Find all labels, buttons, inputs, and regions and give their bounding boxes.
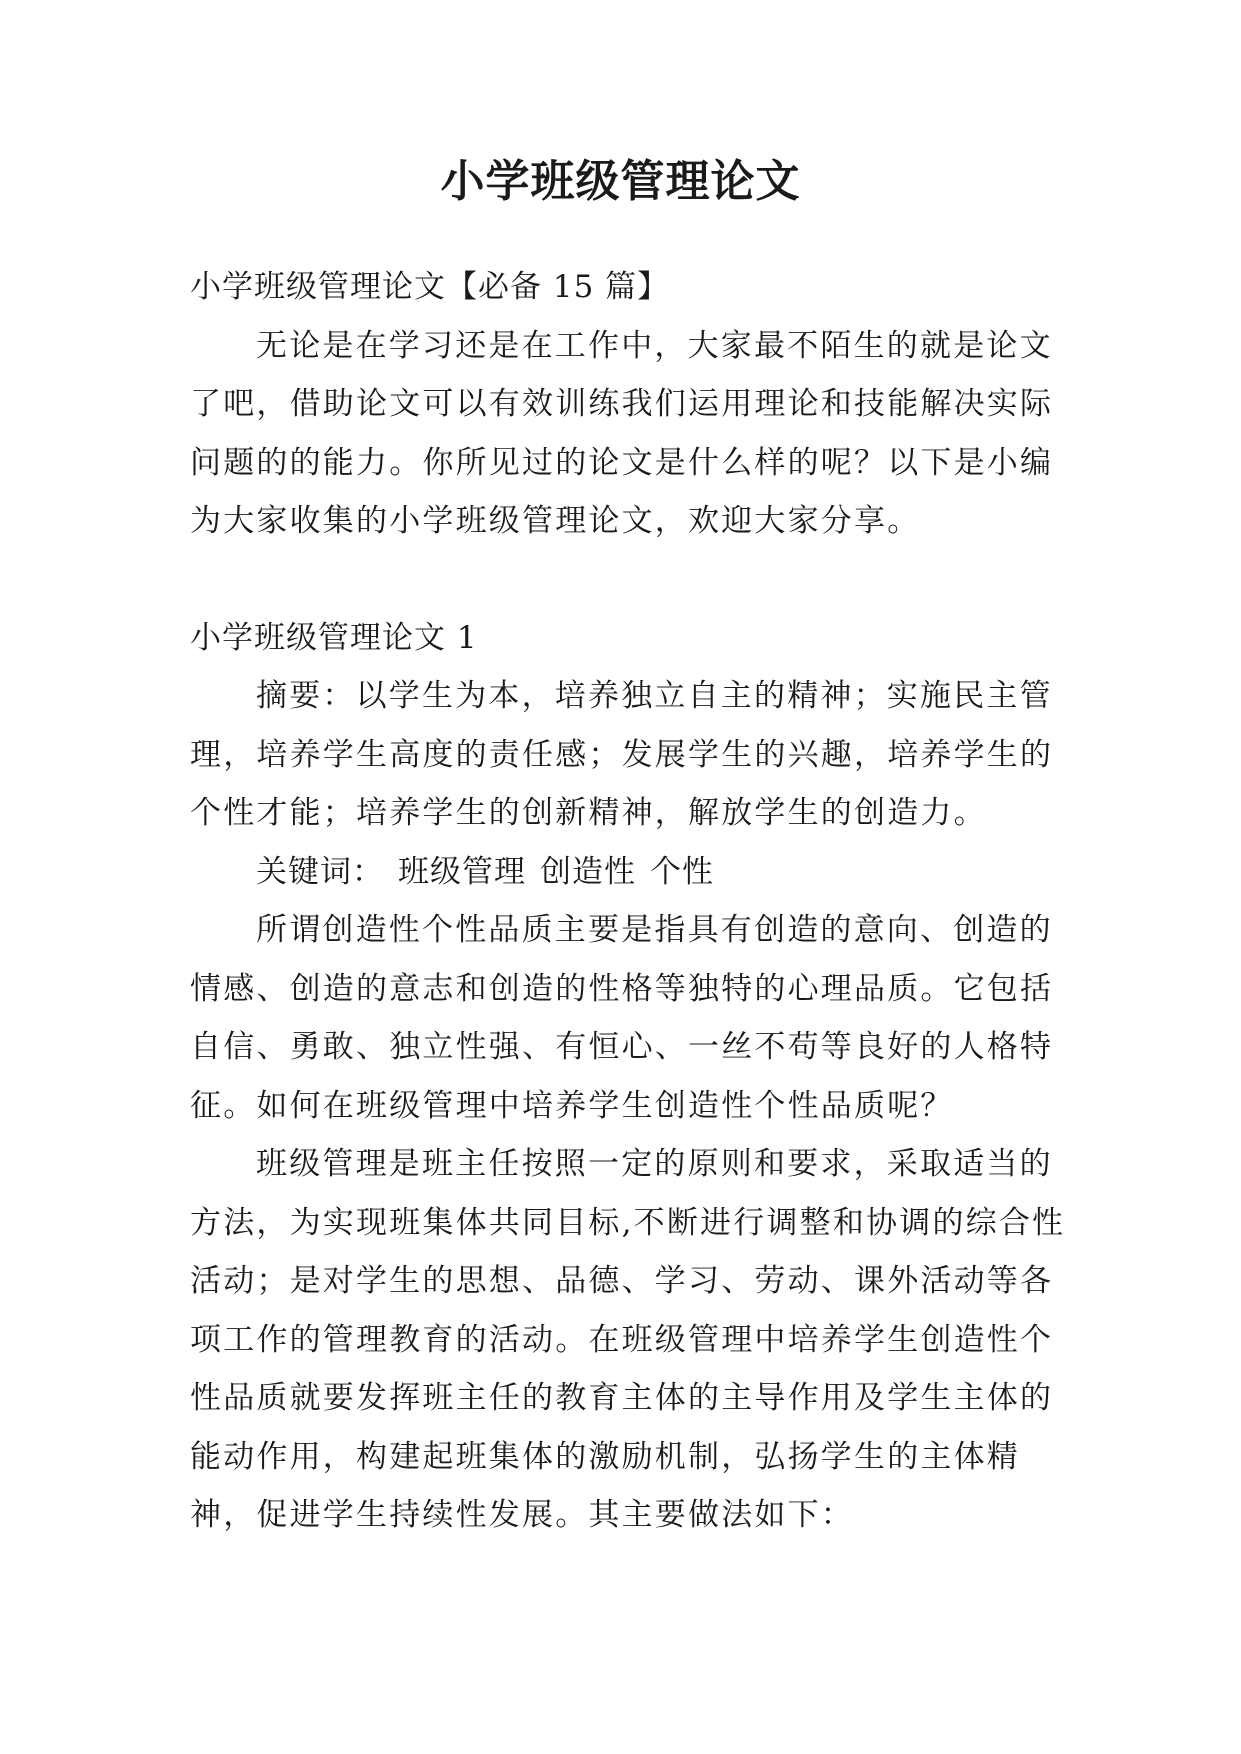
intro-paragraph: 无论是在学习还是在工作中，大家最不陌生的就是论文了吧，借助论文可以有效训练我们运用理论和技能解决实际问题的的能力。你所见过的论文是什么样的呢？以下是小编为大家收集的小学班级管理论文，欢迎大家分享。 bbox=[190, 327, 1054, 539]
keywords-line bbox=[190, 843, 1070, 902]
document-body bbox=[190, 258, 1070, 1545]
body-paragraph: 所谓创造性个性品质主要是指具有创造的意向、创造的情感、创造的意志和创造的性格等独特的心理品质。它包括自信、勇敢、独立性强、有恒心、一丝不苟等良好的人格特征。如何在班级管理中培养学生创造性个性品质呢？ bbox=[190, 912, 1054, 1124]
body-paragraph: 班级管理是班主任按照一定的原则和要求，采取适当的方法，为实现班集体共同目标,不断进行调整和协调的综合性活动；是对学生的思想、品德、学习、劳动、课外活动等各项工作的管理教育的活动。在班级管理中培养学生创造性个性品质就要发挥班主任的教育主体的主导作用及学生主体的能动作用，构建起班集体的激励机制，弘扬学生的主体精神，促进学生持续性发展。其主要做法如下： bbox=[190, 1146, 1066, 1533]
keyword: 班级管理 bbox=[398, 853, 526, 890]
document-subtitle: 小学班级管理论文【必备 15 篇】 bbox=[190, 269, 670, 305]
section-heading: 小学班级管理论文 1 bbox=[190, 619, 478, 656]
keyword: 个性 bbox=[650, 853, 714, 890]
keyword: 创造性 bbox=[540, 853, 636, 890]
abstract-paragraph: 摘要：以学生为本，培养独立自主的精神；实施民主管理，培养学生高度的责任感；发展学生的兴趣，培养学生的个性才能；培养学生的创新精神，解放学生的创造力。 bbox=[190, 678, 1054, 831]
keywords-label: 关键词： bbox=[256, 853, 384, 890]
document-title: 小学班级管理论文 bbox=[440, 156, 801, 207]
